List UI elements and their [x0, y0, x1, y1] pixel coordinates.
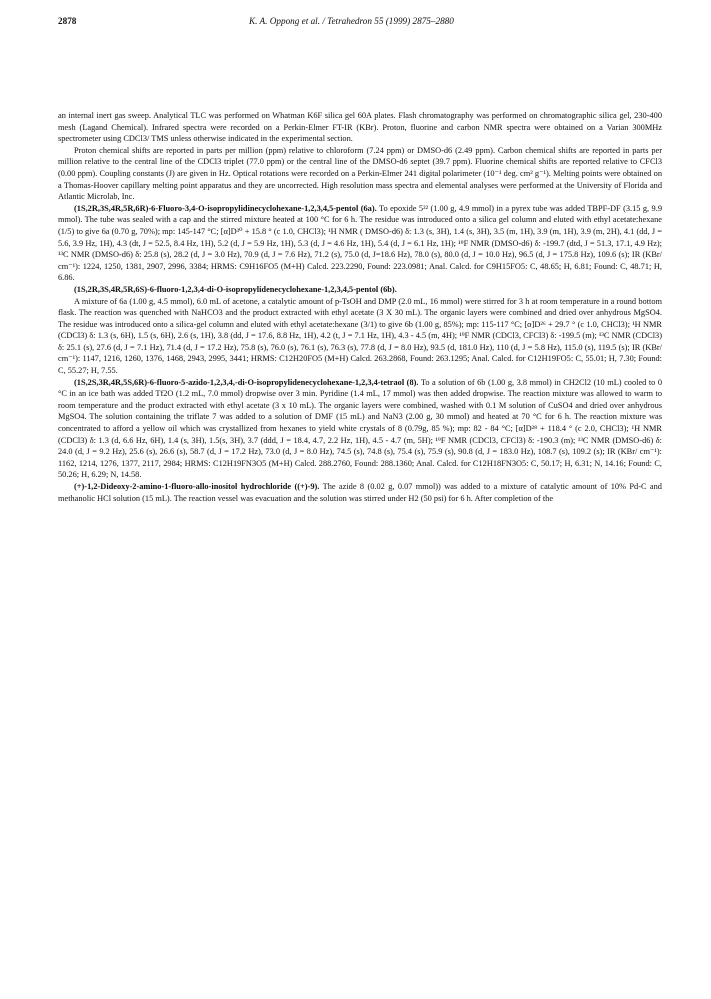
paragraph-compound-8	[58, 377, 662, 481]
paragraph-chemical-shifts: Proton chemical shifts are reported in parts per million (ppm) relative to chloroform (7.24 ppm) or DMSO-d6 (2.49 ppm). Carbon chemical shifts are reported in parts per million relative to the central line of the CDCl3 triplet (77.0 ppm) or the central line of the DMSO-d6 septet (39.7 ppm). Fluorine chemical shifts are reported relative to CFCl3 (0.00 ppm). Coupling constants (J) are given in Hz. Optical rotations were recorded on a Perkin-Elmer 241 digital polarimeter (10⁻¹ deg. cm² g⁻¹). Melting points were obtained on a Thomas-Hoover capillary melting point apparatus and they are uncorrected. High resolution mass spectra and elemental analyses were performed at the University of Florida and Atlantic Microlab, Inc.	[58, 145, 662, 202]
compound-6a-title: (1S,2R,3S,4R,5R,6R)-6-Fluoro-3,4-O-isopropylidinecyclohexane-1,2,3,4,5-pentol (6a).	[74, 203, 377, 213]
paragraph-compound-6b: A mixture of 6a (1.00 g, 4.5 mmol), 6.0 mL of acetone, a catalytic amount of p-TsOH and DMP (2.0 mL, 16 mmol) were stirred for 3 h at room temperature in a round bottom flask. The reaction was quenched with NaHCO3 and the product extracted with ethyl acetate (3 X 30 mL). The organic layers were combined and dried over anhydrous MgSO4. The residue was introduced onto a silica-gel column and eluted with ethyl acetate:hexane (3/1) to give 6b (1.00 g, 85%); mp: 115-117 °C; [α]D²⁶ + 29.7 ° (c 1.0, CHCl3); ¹H NMR (CDCl3) δ: 1.3 (s, 6H), 1.5 (s, 6H), 2.6 (s, 1H), 3.8 (dd, J = 17.6, 8.8 Hz, 1H), 4.2 (t, J = 7.1 Hz, 1H), 4.3 - 4.5 (m, 4H); ¹⁹F NMR (CDCl3, CFCl3) δ: -199.5 (m); ¹³C NMR (CDCl3) δ: 25.1 (s), 27.6 (d, J = 7.1 Hz), 71.4 (d, J = 17.2 Hz), 75.8 (s), 76.0 (s), 76.1 (s), 76.3 (s), 77.8 (d, J = 8.0 Hz), 93.5 (d, 181.0 Hz), 110 (d, J = 5.8 Hz), 115.0 (s), 119.5 (s); IR (KBr/ cm⁻¹): 1147, 1216, 1260, 1376, 1468, 2943, 2995, 3441; HRMS: C12H20FO5 (M+H) Calcd. 263.2868, Found: 263.1295; Anal. Calcd. for C12H19FO5: C, 55.01; H, 7.30; Found: C, 55.27; H, 7.55.	[58, 296, 662, 376]
article-body	[58, 110, 662, 504]
running-head: K. A. Oppong et al. / Tetrahedron 55 (1999) 2875–2880	[249, 16, 454, 26]
paragraph-compound-9	[58, 481, 662, 504]
paragraph-methods-continued: an internal inert gas sweep. Analytical TLC was performed on Whatman K6F silica gel 60A plates. Flash chromatography was performed on chromatographic silica gel, 230-400 mesh (Lagand Chemical). Infrared spectra were recorded on a Perkin-Elmer FT-IR (KBr). Proton, fluorine and carbon NMR spectra were obtained on a Varian 300MHz spectrometer using CDCl3/ TMS unless otherwise indicated in the experimental section.	[58, 111, 662, 144]
compound-6b-title: (1S,2R,3S,4R,5R,6S)-6-fluoro-1,2,3,4-di-O-isopropylidenecyclohexane-1,2,3,4,5-pentol (6b).	[74, 284, 397, 294]
compound-9-procedure: The azide 8 (0.02 g, 0.07 mmol)) was added to a mixture of catalytic amount of 10% Pd-C and methanolic HCl solution (15 mL). The reaction vessel was evacuation and the solution was stirred under H2 (50 psi) for 6 h. After completion of the	[58, 482, 662, 503]
page-number: 2878	[58, 16, 77, 26]
compound-8-title: (1S,2S,3R,4R,5S,6R)-6-fluoro-5-azido-1,2,3,4,-di-O-isopropylidenecyclohexane-1,2,3,4-tetraol (8).	[74, 377, 419, 387]
compound-6b-title-line	[58, 284, 662, 296]
compound-8-procedure: To a solution of 6b (1.00 g, 3.8 mmol) in CH2Cl2 (10 mL) cooled to 0 °C in an ice bath was added Tf2O (1.2 mL, 7.0 mmol) dropwise over 3 min. Pyridine (1.4 mL, 17 mmol) was then added dropwise. The reaction mixture was allowed to warm to room temperature and the product extracted with ethyl acetate (3 x 10 mL). The organic layers were combined, washed with 0.1 M solution of CuSO4 and dried over anhydrous MgSO4. The solution containing the triflate 7 was added to a solution of DMF (15 mL) and NaN3 (2.00 g, 30 mmol) and heated at 70 °C for 6 h. The reaction mixture was concentrated to afford a yellow oil which was crystallized from hexanes to yield white crystals of 8 (0.79g, 85 %); mp: 82 - 84 °C; [α]D²⁸ + 118.4 ° (c 2.0, CHCl3); ¹H NMR (CDCl3) δ: 1.3 (d, 6.6 Hz, 6H), 1.4 (s, 3H), 1.5(s, 3H), 3.7 (ddd, J = 18.4, 4.7, 2.2 Hz, 1H), 4.5 - 4.7 (m, 5H); ¹⁹F NMR (CDCl3, CFCl3) δ: -190.3 (m); ¹³C NMR (DMSO-d6) δ: 24.0 (d, J = 9.2 Hz), 25.6 (s), 26.6 (s), 58.7 (d, J = 17.2 Hz), 73.0 (d, J = 8.0 Hz), 74.5 (s), 74.8 (s), 75.4 (s), 75.9 (s), 90.8 (d, J = 183.0 Hz), 108.7 (s), 109.2 (s); IR (KBr/ cm⁻¹): 1162, 1214, 1276, 1377, 2117, 2984; HRMS: C12H19FN3O5 (M+H) Calcd. 288.2760, Found: 288.1360; Anal. Calcd. for C12H18FN3O5: C, 50.17; H, 6.31; N, 14.16; Found: C, 50.26; H, 6.29; N, 14.58.	[58, 377, 662, 480]
running-header	[58, 14, 658, 28]
paragraph-compound-6a	[58, 203, 662, 284]
compound-9-title: (+)-1,2-Dideoxy-2-amino-1-fluoro-allo-inositol hydrochloride ((+)-9).	[74, 482, 320, 491]
compound-6a-procedure: To epoxide 5²² (1.00 g, 4.9 mmol) in a pyrex tube was added TBPF-DF (3.15 g, 9.9 mmol). The tube was sealed with a cap and the stirred mixture heated at 100 °C for 6 h. The residue was introduced onto a silica gel column and eluted with ethyl acetate:hexane (1/5) to give 6a (0.70 g, 70%); mp: 145-147 °C; [α]D³⁰ + 15.8 ° (c 1.0, CHCl3); ¹H NMR ( DMSO-d6) δ: 1.3 (s, 3H), 1.4 (s, 3H), 3.5 (m, 1H), 3.9 (m, 1H), 3.9 (m, 2H), 4.1 (dd, J = 5.6, 3.9 Hz, 1H), 4.3 (dt, J = 52.5, 8.4 Hz, 1H), 5.2 (d, J = 5.9 Hz, 1H), 5.3 (d, J = 4.6 Hz, 1H), 5.4 (d, J = 6.1 Hz, 1H); ¹⁹F NMR (DMSO-d6) δ: -199.7 (dtd, J = 51.3, 17.1, 4.9 Hz); ¹³C NMR (DMSO-d6) δ: 25.8 (s), 28.2 (d, J = 3.0 Hz), 70.9 (d, J = 7.6 Hz), 71.2 (s), 75.0 (d, J=18.6 Hz), 78.0 (s), 80.0 (d, J = 10.0 Hz), 96.5 (d, J = 175.8 Hz), 109.6 (s); IR (KBr/ cm⁻¹): 1224, 1250, 1381, 2907, 2996, 3384; HRMS: C9H16FO5 (M+H) Calcd. 223.2290, Found: 223.0981; Anal. Calcd. for C9H15FO5: C, 48.65; H, 6.81; Found: C, 48.71; H, 6.86.	[58, 203, 662, 283]
